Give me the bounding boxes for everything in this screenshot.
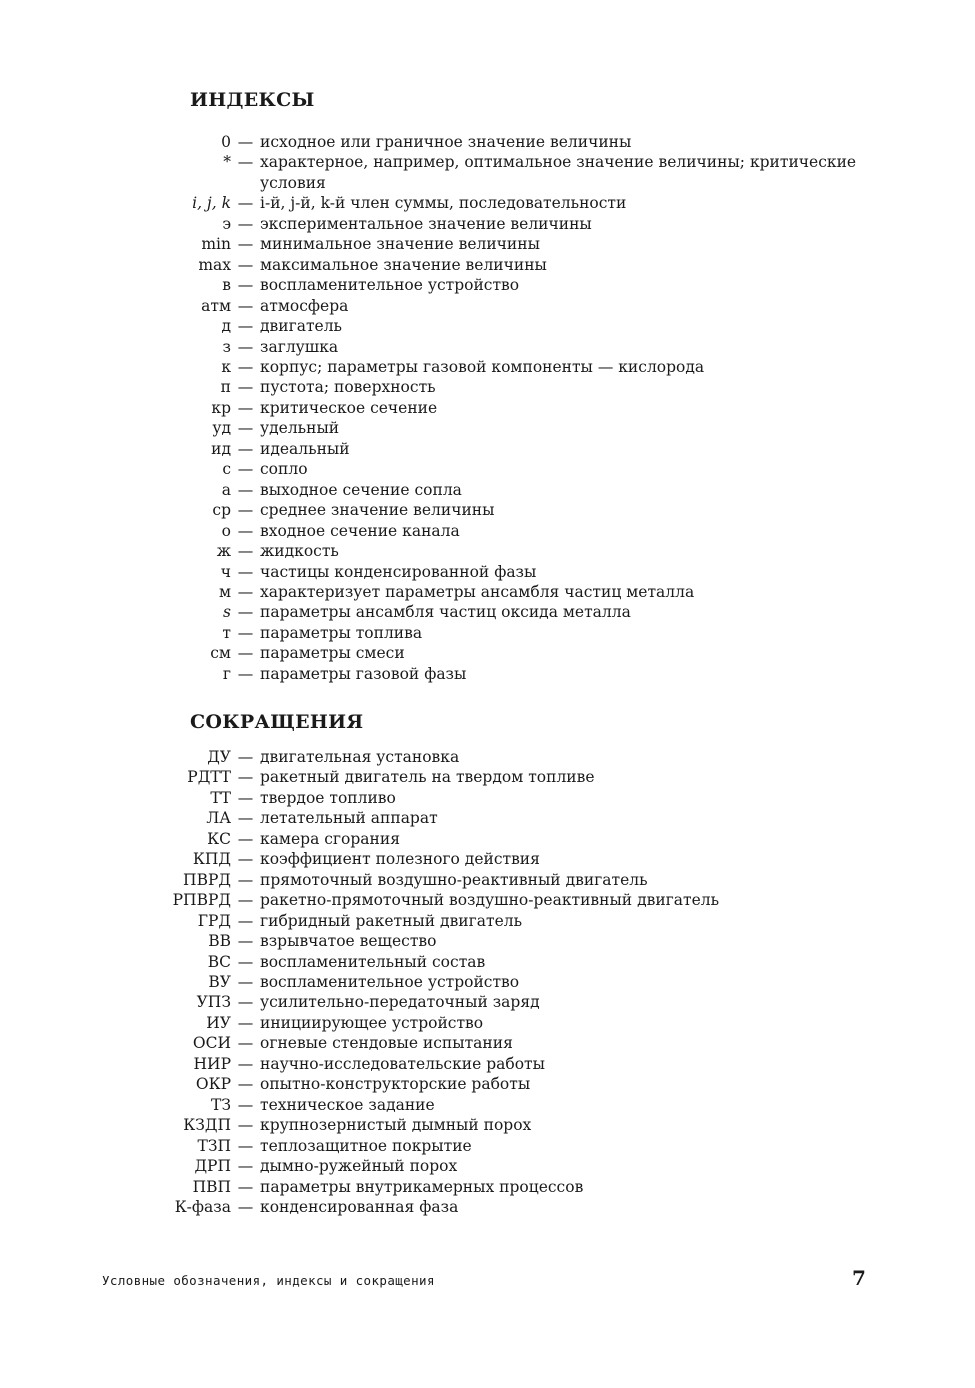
running-title: Условные обозначения, индексы и сокращения: [102, 1273, 435, 1288]
list-item: [0, 664, 975, 684]
entry-dash: —: [237, 317, 254, 336]
entry-description: опытно-конструкторские работы: [260, 1075, 531, 1094]
entry-description: твердое топливо: [260, 788, 396, 807]
list-item: [0, 480, 975, 500]
entry-key: ср: [212, 501, 231, 520]
entry-key: 0: [221, 133, 231, 151]
entry-description: сопло: [260, 460, 308, 479]
entry-key: с: [222, 460, 231, 479]
abbreviations-title: СОКРАЩЕНИЯ: [190, 711, 364, 733]
list-item: [0, 808, 975, 828]
indices-title: ИНДЕКСЫ: [190, 89, 315, 111]
entry-dash: —: [237, 768, 254, 787]
entry-description: исходное или граничное значение величины: [260, 133, 632, 151]
entry-dash: —: [237, 542, 254, 561]
entry-description: ракетный двигатель на твердом топливе: [260, 768, 595, 787]
entry-description: параметры газовой фазы: [260, 664, 467, 683]
entry-dash: —: [237, 829, 254, 848]
entry-description: заглушка: [260, 337, 339, 356]
entry-description: ракетно-прямоточный воздушно-реактивный двигатель: [260, 891, 720, 910]
list-item: [0, 562, 975, 582]
list-item: [0, 870, 975, 890]
list-item: [0, 255, 975, 275]
entry-description: научно-исследовательские работы: [260, 1054, 545, 1073]
entry-description: техническое задание: [260, 1095, 435, 1114]
entry-key: *: [223, 153, 231, 172]
entry-dash: —: [237, 276, 254, 295]
entry-key: а: [221, 480, 231, 499]
entry-dash: —: [237, 337, 254, 356]
entry-key: К-фаза: [174, 1197, 231, 1216]
entry-key: НИР: [193, 1054, 231, 1073]
list-item: [0, 1033, 975, 1053]
entry-key: кр: [211, 398, 231, 417]
list-item: [0, 234, 975, 254]
list-item: [0, 459, 975, 479]
list-item: [0, 398, 975, 418]
list-item: [0, 992, 975, 1012]
entry-dash: —: [237, 133, 254, 151]
entry-description: экспериментальное значение величины: [260, 214, 592, 233]
entry-dash: —: [237, 809, 254, 828]
abbreviations-list: [0, 747, 975, 1217]
entry-dash: —: [237, 1075, 254, 1094]
entry-key: s: [223, 603, 231, 622]
entry-key: ИУ: [206, 1013, 231, 1032]
list-item: [0, 1095, 975, 1115]
entry-key: ТТ: [210, 788, 231, 807]
entry-key: э: [222, 214, 231, 233]
entry-description: i-й, j-й, k-й член суммы, последовательности: [260, 194, 627, 213]
entry-dash: —: [237, 952, 254, 971]
entry-key: КПД: [192, 850, 231, 869]
entry-description: характеризует параметры ансамбля частиц металла: [260, 582, 695, 601]
entry-key: ЛА: [206, 809, 231, 828]
entry-dash: —: [237, 644, 254, 663]
entry-key: ид: [211, 439, 231, 458]
entry-key: ДРП: [194, 1157, 231, 1176]
entry-key: РПВРД: [172, 891, 231, 910]
list-item: [0, 788, 975, 808]
list-item: [0, 931, 975, 951]
entry-description: воспламенительный состав: [260, 952, 486, 971]
entry-dash: —: [237, 1116, 254, 1135]
entry-description: взрывчатое вещество: [260, 932, 437, 951]
entry-description: коэффициент полезного действия: [260, 850, 540, 869]
entry-key: ОСИ: [192, 1034, 231, 1053]
entry-dash: —: [237, 603, 254, 622]
entry-dash: —: [237, 521, 254, 540]
entry-dash: —: [237, 582, 254, 601]
entry-dash: —: [237, 1197, 254, 1216]
list-item: [0, 1177, 975, 1197]
entry-key: уд: [212, 419, 231, 438]
list-item: [0, 1013, 975, 1033]
list-item: [0, 337, 975, 357]
entry-description: характерное, например, оптимальное значение величины; критические условия: [260, 153, 857, 192]
list-item: [0, 1156, 975, 1176]
entry-description: удельный: [260, 419, 340, 438]
list-item: [0, 521, 975, 541]
entry-dash: —: [237, 214, 254, 233]
list-item: [0, 767, 975, 787]
entry-key: КС: [207, 829, 231, 848]
entry-dash: —: [237, 1157, 254, 1176]
entry-dash: —: [237, 480, 254, 499]
entry-dash: —: [237, 439, 254, 458]
entry-description: гибридный ракетный двигатель: [260, 911, 523, 930]
entry-description: двигательная установка: [260, 748, 460, 766]
list-item: [0, 602, 975, 622]
entry-key: ТЗП: [197, 1136, 231, 1155]
entry-key: ПВРД: [183, 870, 231, 889]
list-item: [0, 214, 975, 234]
entry-key: min: [201, 235, 231, 254]
entry-key: ВС: [207, 952, 231, 971]
entry-dash: —: [237, 891, 254, 910]
entry-key: ГРД: [197, 911, 231, 930]
entry-description: воспламенительное устройство: [260, 276, 520, 295]
list-item: [0, 1136, 975, 1156]
list-item: [0, 439, 975, 459]
list-item: [0, 1115, 975, 1135]
entry-dash: —: [237, 1013, 254, 1032]
entry-description: выходное сечение сопла: [260, 480, 462, 499]
entry-dash: —: [237, 378, 254, 397]
entry-description: жидкость: [260, 542, 339, 561]
entry-description: двигатель: [260, 317, 342, 336]
list-item: [0, 357, 975, 377]
entry-key: ТЗ: [211, 1095, 231, 1114]
entry-dash: —: [237, 153, 254, 172]
list-item: [0, 193, 975, 213]
list-item: [0, 582, 975, 602]
entry-dash: —: [237, 255, 254, 274]
indices-list: [0, 132, 975, 684]
entry-key: РДТТ: [187, 768, 231, 787]
list-item: [0, 1074, 975, 1094]
page-number: 7: [852, 1266, 866, 1290]
entry-dash: —: [237, 870, 254, 889]
entry-key: ВВ: [208, 932, 231, 951]
entry-description: прямоточный воздушно-реактивный двигатель: [260, 870, 648, 889]
entry-dash: —: [237, 296, 254, 315]
entry-dash: —: [237, 562, 254, 581]
list-item: [0, 152, 975, 193]
list-item: [0, 890, 975, 910]
list-item: [0, 643, 975, 663]
entry-dash: —: [237, 932, 254, 951]
entry-description: воспламенительное устройство: [260, 972, 520, 991]
entry-description: усилительно-передаточный заряд: [260, 993, 540, 1012]
list-item: [0, 275, 975, 295]
entry-key: ж: [216, 542, 231, 561]
entry-dash: —: [237, 1136, 254, 1155]
entry-key: т: [222, 623, 231, 642]
entry-description: дымно-ружейный порох: [260, 1157, 458, 1176]
list-item: [0, 316, 975, 336]
entry-key: м: [218, 582, 231, 601]
entry-key: г: [222, 664, 231, 683]
list-item: [0, 849, 975, 869]
entry-dash: —: [237, 501, 254, 520]
entry-description: огневые стендовые испытания: [260, 1034, 513, 1053]
list-item: [0, 747, 975, 767]
entry-key: в: [222, 276, 231, 295]
entry-dash: —: [237, 623, 254, 642]
list-item: [0, 1054, 975, 1074]
entry-key: ч: [220, 562, 231, 581]
entry-description: критическое сечение: [260, 398, 438, 417]
entry-dash: —: [237, 1034, 254, 1053]
list-item: [0, 623, 975, 643]
entry-description: атмосфера: [260, 296, 349, 315]
entry-dash: —: [237, 972, 254, 991]
entry-key: max: [198, 255, 231, 274]
entry-dash: —: [237, 1095, 254, 1114]
entry-description: максимальное значение величины: [260, 255, 547, 274]
list-item: [0, 829, 975, 849]
entry-dash: —: [237, 850, 254, 869]
entry-dash: —: [237, 664, 254, 683]
list-item: [0, 500, 975, 520]
entry-dash: —: [237, 194, 254, 213]
list-item: [0, 952, 975, 972]
entry-description: инициирующее устройство: [260, 1013, 484, 1032]
entry-key: д: [221, 317, 231, 336]
entry-key: ДУ: [207, 748, 231, 766]
list-item: [0, 377, 975, 397]
list-item: [0, 132, 975, 152]
entry-description: параметры ансамбля частиц оксида металла: [260, 603, 631, 622]
entry-dash: —: [237, 993, 254, 1012]
entry-dash: —: [237, 460, 254, 479]
entry-dash: —: [237, 419, 254, 438]
list-item: [0, 972, 975, 992]
entry-key: ПВП: [192, 1177, 231, 1196]
entry-key: КЗДП: [183, 1116, 231, 1135]
entry-description: корпус; параметры газовой компоненты — кислорода: [260, 357, 705, 376]
entry-description: параметры внутрикамерных процессов: [260, 1177, 584, 1196]
entry-description: теплозащитное покрытие: [260, 1136, 472, 1155]
entry-description: входное сечение канала: [260, 521, 460, 540]
entry-key: i, j, k: [192, 194, 231, 213]
list-item: [0, 541, 975, 561]
entry-dash: —: [237, 788, 254, 807]
entry-dash: —: [237, 1054, 254, 1073]
list-item: [0, 1197, 975, 1217]
entry-key: к: [221, 357, 231, 376]
entry-key: ОКР: [195, 1075, 231, 1094]
entry-description: минимальное значение величины: [260, 235, 540, 254]
entry-key: з: [222, 337, 231, 356]
list-item: [0, 418, 975, 438]
entry-dash: —: [237, 911, 254, 930]
list-item: [0, 296, 975, 316]
entry-dash: —: [237, 1177, 254, 1196]
entry-description: конденсированная фаза: [260, 1197, 459, 1216]
entry-description: среднее значение величины: [260, 501, 495, 520]
entry-description: крупнозернистый дымный порох: [260, 1116, 532, 1135]
entry-description: идеальный: [260, 439, 350, 458]
entry-dash: —: [237, 398, 254, 417]
entry-key: см: [210, 644, 231, 663]
entry-key: п: [220, 378, 231, 397]
entry-key: ВУ: [208, 972, 231, 991]
entry-description: параметры топлива: [260, 623, 423, 642]
entry-dash: —: [237, 235, 254, 254]
entry-key: УПЗ: [196, 993, 231, 1012]
entry-dash: —: [237, 357, 254, 376]
list-item: [0, 911, 975, 931]
entry-description: летательный аппарат: [260, 809, 438, 828]
entry-description: камера сгорания: [260, 829, 400, 848]
entry-key: атм: [201, 296, 231, 315]
entry-dash: —: [237, 748, 254, 766]
entry-description: параметры смеси: [260, 644, 405, 663]
entry-description: частицы конденсированной фазы: [260, 562, 537, 581]
entry-description: пустота; поверхность: [260, 378, 436, 397]
entry-key: о: [221, 521, 231, 540]
